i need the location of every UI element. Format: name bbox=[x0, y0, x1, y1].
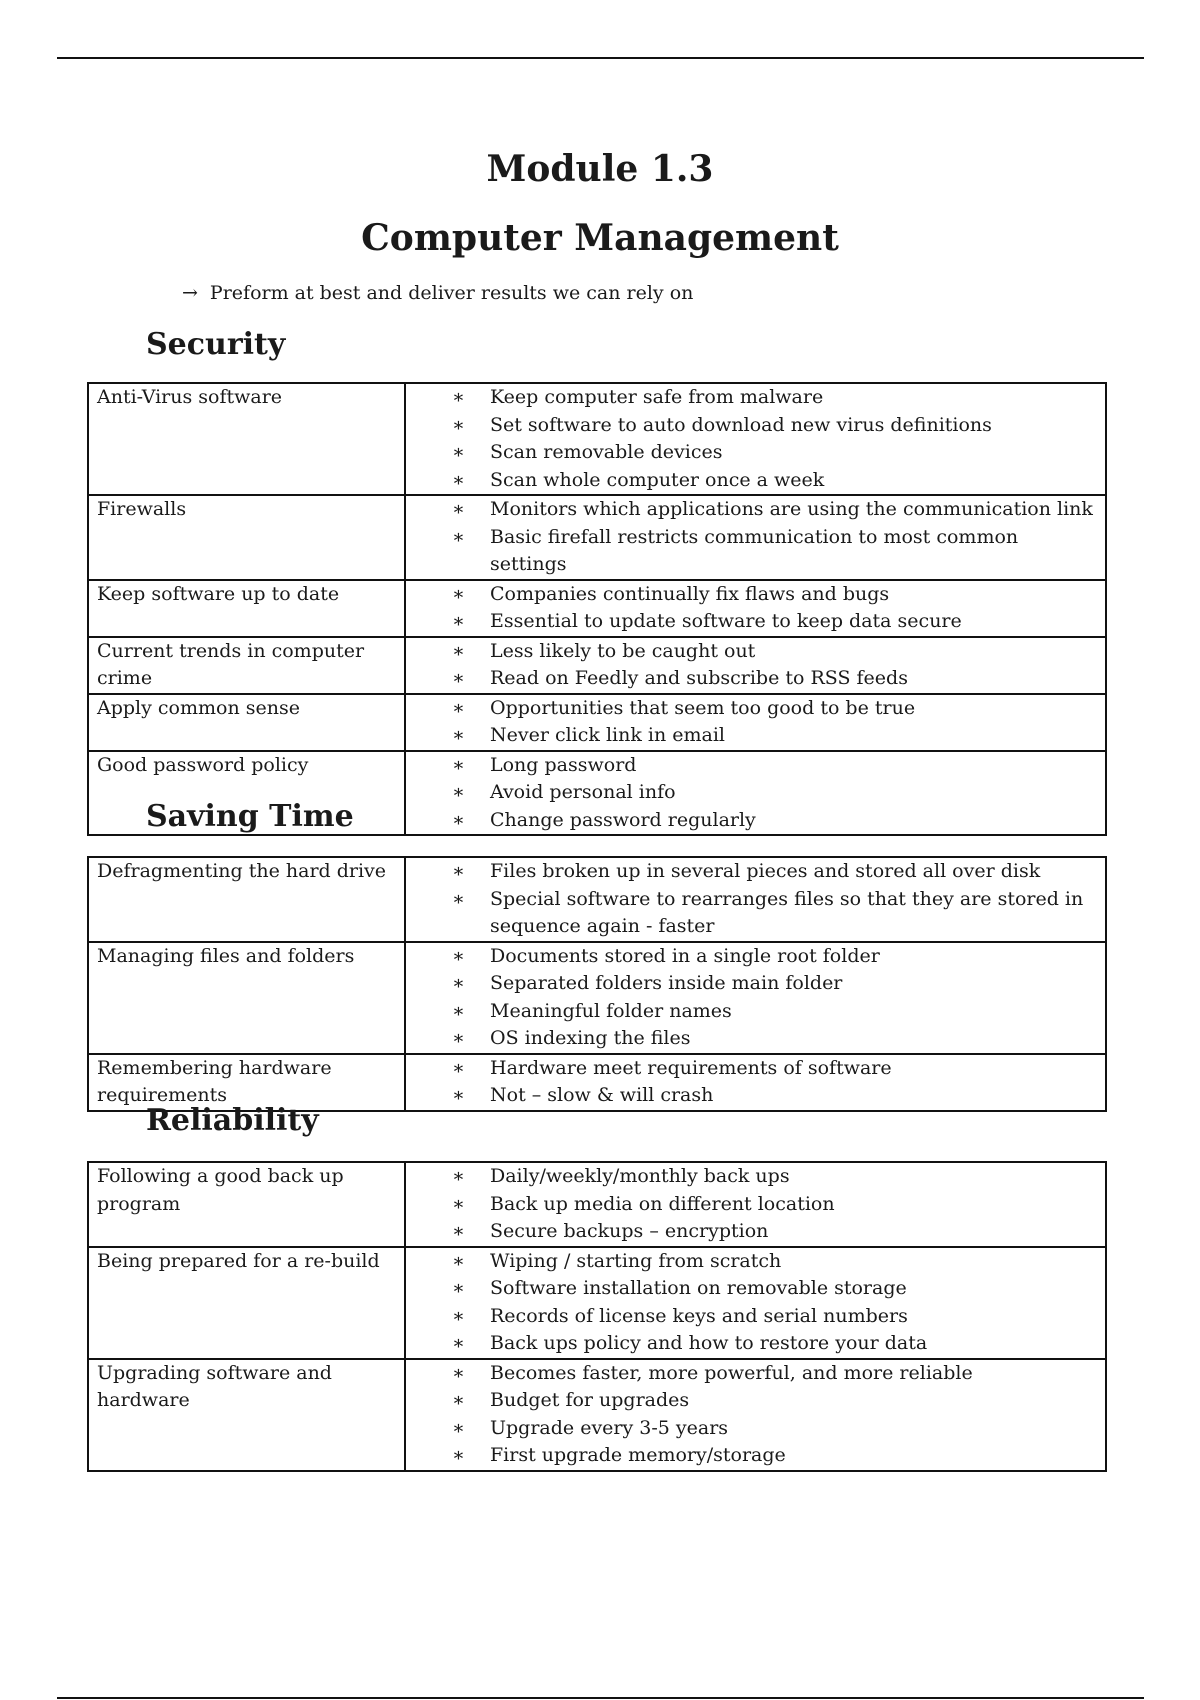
tagline bbox=[182, 281, 693, 305]
list-item: ∗ Documents stored in a single root folder bbox=[452, 943, 1097, 971]
topic-cell: Being prepared for a re-build bbox=[88, 1247, 405, 1359]
arrow-right-icon: → bbox=[182, 282, 198, 304]
points-cell bbox=[405, 383, 1106, 495]
bullet-list bbox=[414, 695, 1097, 750]
list-item: ∗ First upgrade memory/storage bbox=[452, 1442, 1097, 1470]
header-rule bbox=[57, 57, 1144, 59]
list-item: ∗ Files broken up in several pieces and stored all over disk bbox=[452, 858, 1097, 886]
section-heading-security: Security bbox=[146, 327, 286, 362]
table-row bbox=[88, 1162, 1106, 1247]
list-item: ∗ OS indexing the files bbox=[452, 1025, 1097, 1053]
list-item: ∗ Scan removable devices bbox=[452, 439, 1097, 467]
list-item: ∗ Secure backups – encryption bbox=[452, 1218, 1097, 1246]
list-item: ∗ Meaningful folder names bbox=[452, 998, 1097, 1026]
bullet-list bbox=[414, 496, 1097, 579]
list-item: ∗ Becomes faster, more powerful, and more reliable bbox=[452, 1360, 1097, 1388]
points-cell bbox=[405, 637, 1106, 694]
list-item: ∗ Back up media on different location bbox=[452, 1191, 1097, 1219]
list-item: ∗ Hardware meet requirements of software bbox=[452, 1055, 1097, 1083]
page-subtitle: Computer Management bbox=[361, 217, 839, 259]
bullet-list bbox=[414, 752, 1097, 835]
points-cell bbox=[405, 694, 1106, 751]
points-cell bbox=[405, 1247, 1106, 1359]
topic-cell: Current trends in computer crime bbox=[88, 637, 405, 694]
list-item: ∗ Separated folders inside main folder bbox=[452, 970, 1097, 998]
list-item: ∗ Basic firefall restricts communication to most common settings bbox=[452, 524, 1097, 579]
list-item: ∗ Less likely to be caught out bbox=[452, 638, 1097, 666]
footer-rule bbox=[57, 1697, 1144, 1699]
topic-cell: Good password policy bbox=[88, 751, 405, 836]
list-item: ∗ Wiping / starting from scratch bbox=[452, 1248, 1097, 1276]
list-item: ∗ Special software to rearranges files so that they are stored in sequence again - faster bbox=[452, 886, 1097, 941]
table-row bbox=[88, 1359, 1106, 1471]
bullet-list bbox=[414, 943, 1097, 1053]
bullet-list bbox=[414, 1248, 1097, 1358]
list-item: ∗ Change password regularly bbox=[452, 807, 1097, 835]
section-heading-saving-time: Saving Time bbox=[146, 799, 354, 834]
bullet-list bbox=[414, 581, 1097, 636]
list-item: ∗ Scan whole computer once a week bbox=[452, 467, 1097, 495]
bullet-list bbox=[414, 638, 1097, 693]
points-cell bbox=[405, 1054, 1106, 1111]
list-item: ∗ Avoid personal info bbox=[452, 779, 1097, 807]
list-item: ∗ Monitors which applications are using the communication link bbox=[452, 496, 1097, 524]
table-row bbox=[88, 495, 1106, 580]
table-row bbox=[88, 942, 1106, 1054]
points-cell bbox=[405, 495, 1106, 580]
points-cell bbox=[405, 580, 1106, 637]
list-item: ∗ Back ups policy and how to restore your data bbox=[452, 1330, 1097, 1358]
list-item: ∗ Read on Feedly and subscribe to RSS feeds bbox=[452, 665, 1097, 693]
bullet-list bbox=[414, 858, 1097, 941]
bullet-list bbox=[414, 1360, 1097, 1470]
points-cell bbox=[405, 942, 1106, 1054]
list-item: ∗ Set software to auto download new virus definitions bbox=[452, 412, 1097, 440]
topic-cell: Defragmenting the hard drive bbox=[88, 857, 405, 942]
list-item: ∗ Budget for upgrades bbox=[452, 1387, 1097, 1415]
tagline-text: Preform at best and deliver results we can rely on bbox=[209, 282, 694, 304]
list-item: ∗ Opportunities that seem too good to be true bbox=[452, 695, 1097, 723]
table-row bbox=[88, 637, 1106, 694]
reliability-table bbox=[87, 1161, 1107, 1472]
list-item: ∗ Never click link in email bbox=[452, 722, 1097, 750]
topic-cell: Upgrading software and hardware bbox=[88, 1359, 405, 1471]
table-row bbox=[88, 857, 1106, 942]
table-row bbox=[88, 1247, 1106, 1359]
topic-cell: Following a good back up program bbox=[88, 1162, 405, 1247]
topic-cell: Anti-Virus software bbox=[88, 383, 405, 495]
saving-time-table bbox=[87, 856, 1107, 1112]
points-cell bbox=[405, 751, 1106, 836]
list-item: ∗ Not – slow & will crash bbox=[452, 1082, 1097, 1110]
list-item: ∗ Essential to update software to keep data secure bbox=[452, 608, 1097, 636]
points-cell bbox=[405, 857, 1106, 942]
topic-cell: Remembering hardware requirements bbox=[88, 1054, 405, 1111]
page-title: Module 1.3 bbox=[486, 148, 714, 190]
topic-cell: Apply common sense bbox=[88, 694, 405, 751]
table-row bbox=[88, 580, 1106, 637]
topic-cell: Firewalls bbox=[88, 495, 405, 580]
table-row bbox=[88, 383, 1106, 495]
section-heading-reliability: Reliability bbox=[146, 1103, 319, 1138]
table-row bbox=[88, 1054, 1106, 1111]
points-cell bbox=[405, 1359, 1106, 1471]
list-item: ∗ Keep computer safe from malware bbox=[452, 384, 1097, 412]
topic-cell: Keep software up to date bbox=[88, 580, 405, 637]
bullet-list bbox=[414, 1055, 1097, 1110]
bullet-list bbox=[414, 1163, 1097, 1246]
table-row bbox=[88, 694, 1106, 751]
list-item: ∗ Daily/weekly/monthly back ups bbox=[452, 1163, 1097, 1191]
list-item: ∗ Records of license keys and serial numbers bbox=[452, 1303, 1097, 1331]
list-item: ∗ Upgrade every 3-5 years bbox=[452, 1415, 1097, 1443]
security-table bbox=[87, 382, 1107, 836]
points-cell bbox=[405, 1162, 1106, 1247]
list-item: ∗ Software installation on removable storage bbox=[452, 1275, 1097, 1303]
list-item: ∗ Long password bbox=[452, 752, 1097, 780]
list-item: ∗ Companies continually fix flaws and bugs bbox=[452, 581, 1097, 609]
bullet-list bbox=[414, 384, 1097, 494]
topic-cell: Managing files and folders bbox=[88, 942, 405, 1054]
